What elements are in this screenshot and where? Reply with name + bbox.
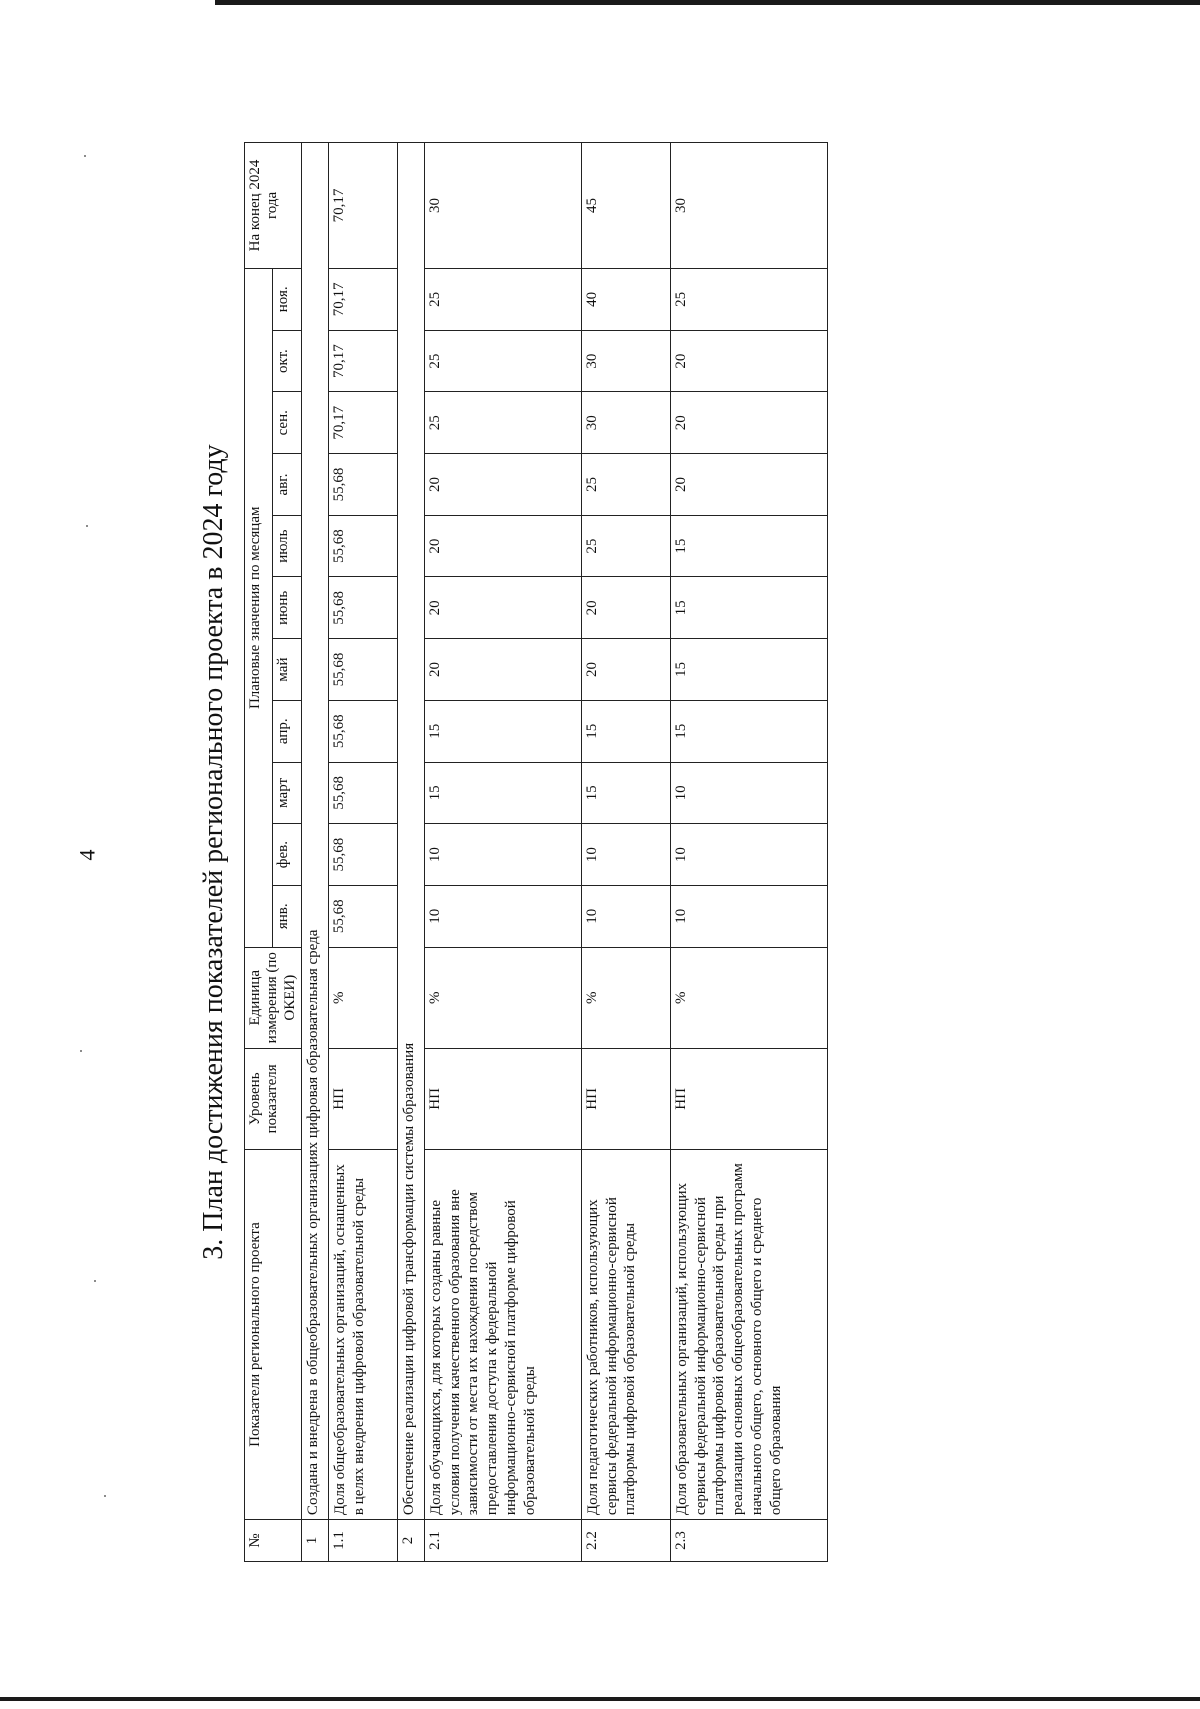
section-num: 2: [397, 1520, 424, 1562]
month-value: 20: [424, 639, 581, 701]
month-value: 30: [581, 330, 670, 392]
year-end-value: 70,17: [328, 143, 397, 269]
month-value: 10: [424, 885, 581, 947]
row-num: 2.3: [670, 1520, 827, 1562]
month-header: сен.: [273, 392, 301, 454]
month-value: 10: [670, 762, 827, 824]
rotated-page-content: [188, 132, 878, 1572]
month-value: 15: [670, 577, 827, 639]
row-unit: %: [424, 947, 581, 1048]
row-num: 2.2: [581, 1520, 670, 1562]
month-value: 20: [581, 639, 670, 701]
scan-edge-bottom: [0, 1697, 1200, 1701]
scan-speck: [84, 155, 86, 157]
header-monthly: Плановые значения по месяцам: [245, 268, 273, 947]
month-header: ноя.: [273, 268, 301, 330]
row-level: НП: [328, 1048, 397, 1149]
row-unit: %: [328, 947, 397, 1048]
section-num: 1: [301, 1520, 328, 1562]
header-row: [245, 143, 273, 1562]
month-value: 20: [670, 392, 827, 454]
document-title: 3. План достижения показателей регионального проекта в 2024 году: [198, 444, 229, 1260]
month-value: 55,68: [328, 885, 397, 947]
row-name: Доля обучающихся, для которых созданы равные условия получения качественного образования вне зависимости от места их нахождения посредством предоставления доступа к федеральной информационно-сервисной платформе цифровой образовательной среды: [424, 1149, 581, 1519]
header-level: Уровень показателя: [245, 1048, 302, 1149]
month-value: 55,68: [328, 577, 397, 639]
month-value: 15: [424, 700, 581, 762]
month-value: 25: [581, 454, 670, 516]
month-value: 55,68: [328, 454, 397, 516]
month-value: 70,17: [328, 330, 397, 392]
row-num: 2.1: [424, 1520, 581, 1562]
scan-speck: [104, 1495, 106, 1497]
month-header: янв.: [273, 885, 301, 947]
month-header: июнь: [273, 577, 301, 639]
year-end-value: 30: [424, 143, 581, 269]
month-header: авг.: [273, 454, 301, 516]
month-value: 20: [424, 577, 581, 639]
month-value: 15: [670, 639, 827, 701]
section-row: [397, 143, 424, 1562]
month-value: 15: [670, 515, 827, 577]
table-row: [424, 143, 581, 1562]
month-value: 70,17: [328, 392, 397, 454]
scan-speck: [94, 1280, 96, 1282]
row-unit: %: [670, 947, 827, 1048]
month-value: 20: [424, 454, 581, 516]
month-value: 15: [581, 700, 670, 762]
month-header: июль: [273, 515, 301, 577]
row-name: Доля педагогических работников, использующих сервисы федеральной информационно-сервисной платформы цифровой образовательной среды: [581, 1149, 670, 1519]
month-value: 25: [424, 330, 581, 392]
section-row: [301, 143, 328, 1562]
month-value: 10: [424, 824, 581, 886]
month-value: 15: [424, 762, 581, 824]
month-header: апр.: [273, 700, 301, 762]
header-end: На конец 2024 года: [245, 143, 302, 269]
month-value: 20: [670, 330, 827, 392]
year-end-value: 30: [670, 143, 827, 269]
month-value: 10: [581, 885, 670, 947]
row-level: НП: [424, 1048, 581, 1149]
month-value: 25: [670, 268, 827, 330]
month-value: 40: [581, 268, 670, 330]
row-unit: %: [581, 947, 670, 1048]
month-value: 20: [424, 515, 581, 577]
row-level: НП: [581, 1048, 670, 1149]
month-value: 55,68: [328, 762, 397, 824]
plan-table: [244, 142, 828, 1562]
month-value: 55,68: [328, 700, 397, 762]
month-value: 15: [581, 762, 670, 824]
row-level: НП: [670, 1048, 827, 1149]
scan-edge-top: [215, 0, 1200, 5]
month-value: 25: [581, 515, 670, 577]
month-value: 55,68: [328, 639, 397, 701]
page-number: 4: [74, 849, 100, 861]
month-header: май: [273, 639, 301, 701]
month-value: 15: [670, 700, 827, 762]
header-name: Показатели регионального проекта: [245, 1149, 302, 1519]
month-value: 10: [581, 824, 670, 886]
month-value: 20: [670, 454, 827, 516]
row-num: 1.1: [328, 1520, 397, 1562]
month-value: 55,68: [328, 824, 397, 886]
month-value: 10: [670, 885, 827, 947]
header-unit: Единица измерения (по ОКЕИ): [245, 947, 302, 1048]
month-value: 70,17: [328, 268, 397, 330]
month-header: март: [273, 762, 301, 824]
table-row: [328, 143, 397, 1562]
scan-speck: [80, 1050, 82, 1052]
month-header: окт.: [273, 330, 301, 392]
month-header: фев.: [273, 824, 301, 886]
row-name: Доля общеобразовательных организаций, оснащенных в целях внедрения цифровой образовательной среды: [328, 1149, 397, 1519]
month-value: 10: [670, 824, 827, 886]
month-value: 20: [581, 577, 670, 639]
month-value: 55,68: [328, 515, 397, 577]
table-row: [670, 143, 827, 1562]
header-num: №: [245, 1520, 302, 1562]
month-value: 25: [424, 392, 581, 454]
section-title: Создана и внедрена в общеобразовательных организациях цифровая образовательная среда: [301, 143, 328, 1520]
year-end-value: 45: [581, 143, 670, 269]
month-value: 30: [581, 392, 670, 454]
row-name: Доля образовательных организаций, использующих сервисы федеральной информационно-сервисной платформы цифровой образовательной среды при реализации основных общеобразовательных программ начального общего, основного общего и среднего общего образования: [670, 1149, 827, 1519]
section-title: Обеспечение реализации цифровой трансформации системы образования: [397, 143, 424, 1520]
scan-speck: [86, 525, 88, 527]
month-value: 25: [424, 268, 581, 330]
table-row: [581, 143, 670, 1562]
